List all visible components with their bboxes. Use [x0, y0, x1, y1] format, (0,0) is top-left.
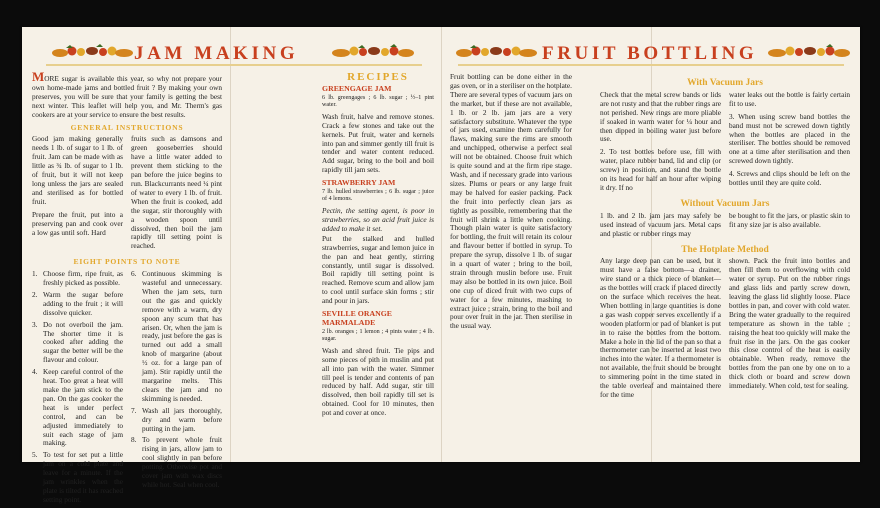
with-vacuum-heading: With Vacuum Jars — [687, 78, 763, 88]
strawberry-note: Pectin, the setting agent, is poor in strawberries, so an acid fruit juice is added to make it set. — [322, 206, 434, 233]
list-item: 1. Choose firm, ripe fruit, as freshly picked as possible. — [32, 269, 123, 288]
fruit-bottling-title: FRUIT BOTTLING — [542, 43, 758, 64]
list-item: 3. Do not overboil the jam. The shorter time it is cooked after adding the sugar the better will be the flavour and colour. — [32, 319, 123, 365]
without-paragraph: be bought to fit the jars, or plastic skin to fit any size jar is also available. — [729, 210, 850, 229]
seville-title: SEVILLE ORANGE MARMALADE — [322, 309, 392, 327]
jam-column-left — [32, 69, 222, 508]
without-paragraph: 1 lb. and 2 lb. jam jars may safely be used instead of vacuum jars. Metal caps and plastic or rubber rings may — [600, 210, 721, 238]
general-instructions-heading: GENERAL INSTRUCTIONS — [70, 122, 184, 132]
greengage-title: GREENGAGE JAM — [322, 83, 392, 93]
vacuum-paragraph: water leaks out the bottle is fairly certain fit to use. — [729, 89, 850, 108]
bottling-paragraph: Fruit bottling can be done either in the gas oven, or in a steriliser on the hotplate. There are several types of vacuum jars on the market, but if these are not available, 1 lb. or 2 lb. jam jars are a very satisfactory substitute. Whatever the type of jars used, examine them carefully for flaws, making sure the rims are smooth and unchipped, otherwise a perfect seal will not be obtained. Choose fruit which is quite sound and at the firm ripe stage. Wash, and if necessary grade into various sizes. Plums or pears or any large fruit may be halved for easier packing. Pack the fruit into perfectly clean jars as tightly as possible, remembering that the fruit will shrink a little when cooking. Though plain water is quite satisfactory for bottling, the fruit will retain its colour and flavour better if bottled in syrup. To prepare the syrup, dissolve 1 lb. of sugar in a quart of water ; bring to the boil, strain through muslin before use. Fruit may also be bottled in its own juice. Boil one cup of diced fruit with two cups of water for a few minutes, mashing to extract juice ; strain, bring to the boil and pour over fruit in the jar. Then sterilise in the usual way. — [450, 72, 572, 331]
fruit-decoration-icon — [768, 44, 850, 58]
general-two-col — [32, 135, 222, 255]
vacuum-paragraph: 4. Screws and clips should be left on the bottles until they are quite cold. — [729, 169, 850, 188]
list-item: 4. Keep careful control of the heat. Too great a heat will make the jam stick to the pan. On the gas cooker the heat is under perfect control, and can be adjusted immediately to suit each stage of jam making. — [32, 367, 123, 448]
general-paragraph: fruits such as damsons and green gooseberries should have a little water added to prevent them sticking to the pan before the juice begins to run. Blackcurrants need ¼ pint of water to every 1 lb. of fruit. When the fruit is cooked, add the sugar, stir thoroughly with a wooden spoon until dissolved, then boil the jam rapidly till setting point is reached. — [131, 134, 222, 251]
strawberry-title: STRAWBERRY JAM — [322, 178, 396, 188]
points-list-right — [131, 270, 222, 490]
fruit-decoration-icon — [52, 44, 134, 58]
vacuum-paragraph: Check that the metal screw bands or lids are not rusty and that the rubber rings are not perished. New rings are more pliable if soaked in warm water for ¼ hour and then dipped in boiling water just before use. — [600, 89, 721, 144]
list-item: 5. To test for set put a little jam on a cold plate and leave for a minute. If the jam wrinkles when the plate is tilted it has reached setting point. — [32, 450, 123, 504]
recipes-heading: RECIPES — [347, 71, 409, 83]
bottling-methods-column — [600, 76, 850, 404]
greengage-method: Wash fruit, halve and remove stones. Crack a few stones and take out the kernels. Put fruit, water and kernels into pan and simmer gently till fruit is tender and water content reduced. Add sugar, bring to the boil and boil rapidly till jam sets. — [322, 111, 434, 175]
greengage-ingredients: 6 lb. greengages ; 6 lb. sugar ; ½–1 pint water. — [322, 94, 434, 108]
list-item: 2. Warm the sugar before adding to the fruit ; it will dissolve quicker. — [32, 289, 123, 317]
recipes-column — [322, 73, 434, 422]
fruit-decoration-icon — [332, 44, 414, 58]
header-rule — [458, 64, 844, 66]
intro-dropcap: M — [32, 69, 45, 84]
list-item: 7. Wash all jars thoroughly, dry and warm before putting in the jam. — [131, 405, 222, 433]
header-rule — [46, 64, 422, 66]
vacuum-two-col — [600, 91, 850, 197]
seville-method: Wash and shred fruit. Tie pips and some pieces of pith in muslin and put all into pan with the water. Simmer till peel is tender and contents of pan reduced by half. Add sugar, stir till dissolved, then boil rapidly till set is obtained. Cool for 10 minutes, then pot and cover at once. — [322, 345, 434, 418]
fruit-decoration-icon — [456, 44, 538, 58]
fold-line — [441, 27, 442, 462]
hotplate-two-col — [600, 257, 850, 404]
points-list-left — [32, 270, 123, 505]
without-two-col — [600, 212, 850, 243]
fold-line — [230, 27, 231, 462]
vacuum-paragraph: 2. To test bottles before use, fill with water, place rubber band, lid and clip (or screw) in position, and stand the bottle on its head for half an hour after wiping it dry. If no — [600, 147, 721, 192]
vacuum-paragraph: 3. When using screw band bottles the band must not be screwed down tightly when the bottles are placed in the steriliser. The bottles should be removed one at a time after sterilisation and then screwed down tightly. — [729, 111, 850, 166]
eight-points-heading: EIGHT POINTS TO NOTE — [73, 257, 181, 267]
intro-paragraph: MORE sugar is available this year, so why not prepare your own home-made jams and bottled fruit ? By making your own preserves, you will be sure that your family is getting the best next winter. This leaflet will help you, and Mr. Therm's gas cookers are at your service to ensure the best results. — [32, 69, 222, 119]
hotplate-paragraph: Any large deep pan can be used, but it must have a false bottom—a drainer, wire stand or a thick piece of blanket—as the bottles will crack if placed directly on the surface which receives the heat. When bottling in large quantities is done a gas wash copper serves excellently if a wooden platform or pad of blanket is put in to raise the bottles from the bottom. Make a hole in the lid of the pan so that a thermometer can be inserted at least two inches into the water. If a thermometer is not available, the fruit should be brought to simmering point in the time stated in the table overleaf and maintained there for the time — [600, 256, 721, 399]
hotplate-paragraph: shown. Pack the fruit into bottles and then fill them to overflowing with cold water or syrup. Put on the rubber rings and glass lids and partly screw down, leaving the glass lid slightly loose. Place bottles in pan, and cover with cold water. Bring the water gradually to the required temperature as shown in the table ; raising the heat too quickly will make the fruit rise in the jars. On the gas cooker this close control of the heat is easily obtainable. When ready, remove the bottles from the pan one by one on to a thick cloth or board and screw down immediately. When cold, test for sealing. — [729, 256, 850, 391]
bottling-intro-column — [450, 73, 572, 335]
hotplate-heading: The Hotplate Method — [681, 244, 769, 255]
strawberry-ingredients: 7 lb. hulled strawberries ; 6 lb. sugar ; juice of 4 lemons. — [322, 189, 434, 203]
list-item: 6. Continuous skimming is wasteful and unnecessary. When the jam sets, turn out the gas and quickly remove with a warm, dry spoon any scum that has arisen. Or, when the jam is ready, just before the gas is turned out add a small knob of margarine (about ½ oz. for a large pan of jam). Stir rapidly until the margarine melts. This clears the jam and no skimming is needed. — [131, 269, 222, 403]
general-paragraph: Prepare the fruit, put into a preserving pan and cook over a low gas until soft. Hard — [32, 209, 123, 237]
list-item: 8. To prevent whole fruit rising in jars, allow jam to cool slightly in pan before potting. Otherwise pot and cover jam with wax discs while hot. Seal when cool. — [131, 435, 222, 489]
without-vacuum-heading: Without Vacuum Jars — [680, 198, 770, 209]
eight-points-lists — [32, 270, 222, 508]
leaflet-sheet — [22, 27, 860, 504]
strawberry-method: Put the stalked and hulled strawberries, sugar and lemon juice in the pan and heat gently, stirring constantly, until sugar is dissolved. Boil rapidly till setting point is reached. Remove scum and allow jam to cool until surface skin forms ; stir and pour in jars. — [322, 233, 434, 306]
general-paragraph: Good jam making generally needs 1 lb. of sugar to 1 lb. of fruit. Jam can be made with as little as ¾ lb. of sugar to 1 lb. of fruit, but it will not keep long unless the jars are sealed and sterilised as for bottled fruit. — [32, 134, 123, 206]
seville-ingredients: 2 lb. oranges ; 1 lemon ; 4 pints water ; 4 lb. sugar. — [322, 328, 434, 342]
jam-making-title: JAM MAKING — [134, 43, 299, 64]
